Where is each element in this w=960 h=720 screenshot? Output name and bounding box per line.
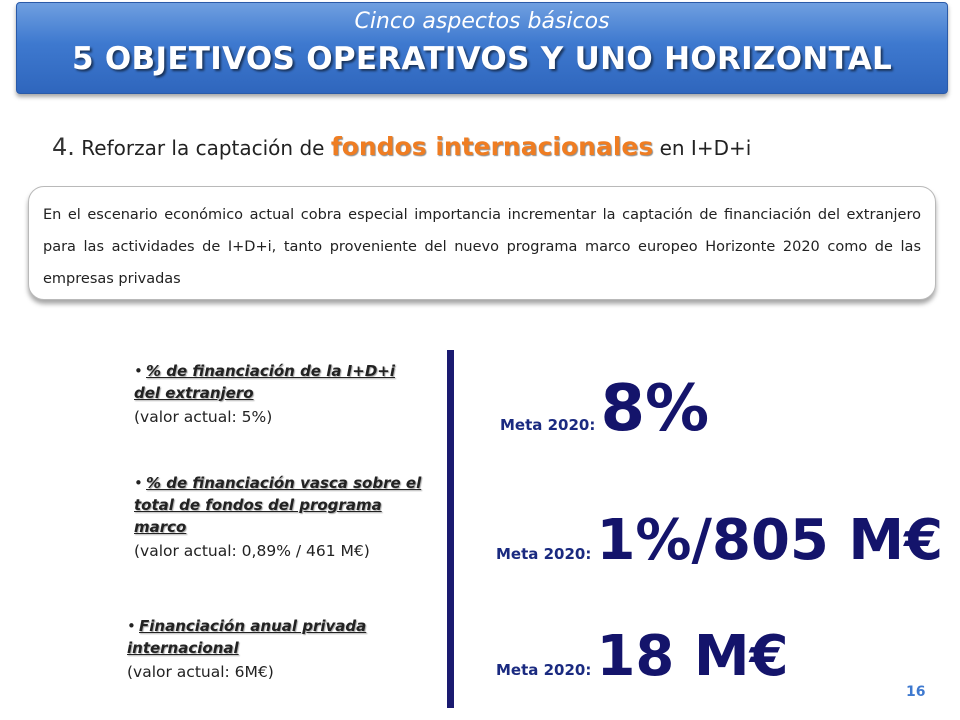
section-suffix: en I+D+i	[659, 136, 752, 160]
goal-row	[496, 624, 789, 689]
goal-value: 18 M€	[596, 624, 789, 689]
goal-row	[496, 508, 943, 573]
bullet-icon: •	[134, 474, 143, 492]
section-number: 4.	[52, 133, 75, 161]
bullet-icon: •	[127, 617, 136, 635]
indicator-title: % de financiación de la I+D+i del extranjero	[134, 362, 395, 402]
goal-label: Meta 2020:	[500, 416, 596, 434]
section-prefix: Reforzar la captación de	[81, 136, 325, 160]
header-title: 5 OBJETIVOS OPERATIVOS Y UNO HORIZONTAL	[71, 41, 893, 77]
indicator-current-value: (valor actual: 6M€)	[127, 663, 274, 681]
intro-callout	[28, 186, 936, 300]
intro-text: En el escenario económico actual cobra especial importancia incrementar la captación de financiación del extranjero para las actividades de I+D+i, tanto proveniente del nuevo programa marco europeo Horizonte 2020 como de las empresas privadas	[43, 207, 921, 287]
indicator-title: % de financiación vasca sobre el total de fondos del programa marco	[134, 474, 422, 536]
goal-label: Meta 2020:	[496, 545, 592, 563]
indicator-title: Financiación anual privada internacional	[127, 617, 367, 657]
page-number: 16	[906, 684, 926, 700]
goal-value: 8%	[600, 372, 710, 446]
goal-value: 1%/805 M€	[596, 508, 944, 573]
goal-row	[500, 372, 709, 446]
section-highlight: fondos internacionales	[330, 132, 654, 161]
indicator-item	[127, 615, 427, 683]
section-heading	[52, 132, 751, 161]
goal-label: Meta 2020:	[496, 661, 592, 679]
header-subtitle: Cinco aspectos básicos	[354, 9, 610, 34]
indicator-item	[134, 360, 424, 428]
indicator-item	[134, 472, 424, 562]
vertical-divider	[447, 350, 454, 708]
indicator-current-value: (valor actual: 5%)	[134, 408, 273, 426]
header-banner	[16, 2, 948, 94]
indicator-current-value: (valor actual: 0,89% / 461 M€)	[134, 542, 370, 560]
bullet-icon: •	[134, 362, 143, 380]
